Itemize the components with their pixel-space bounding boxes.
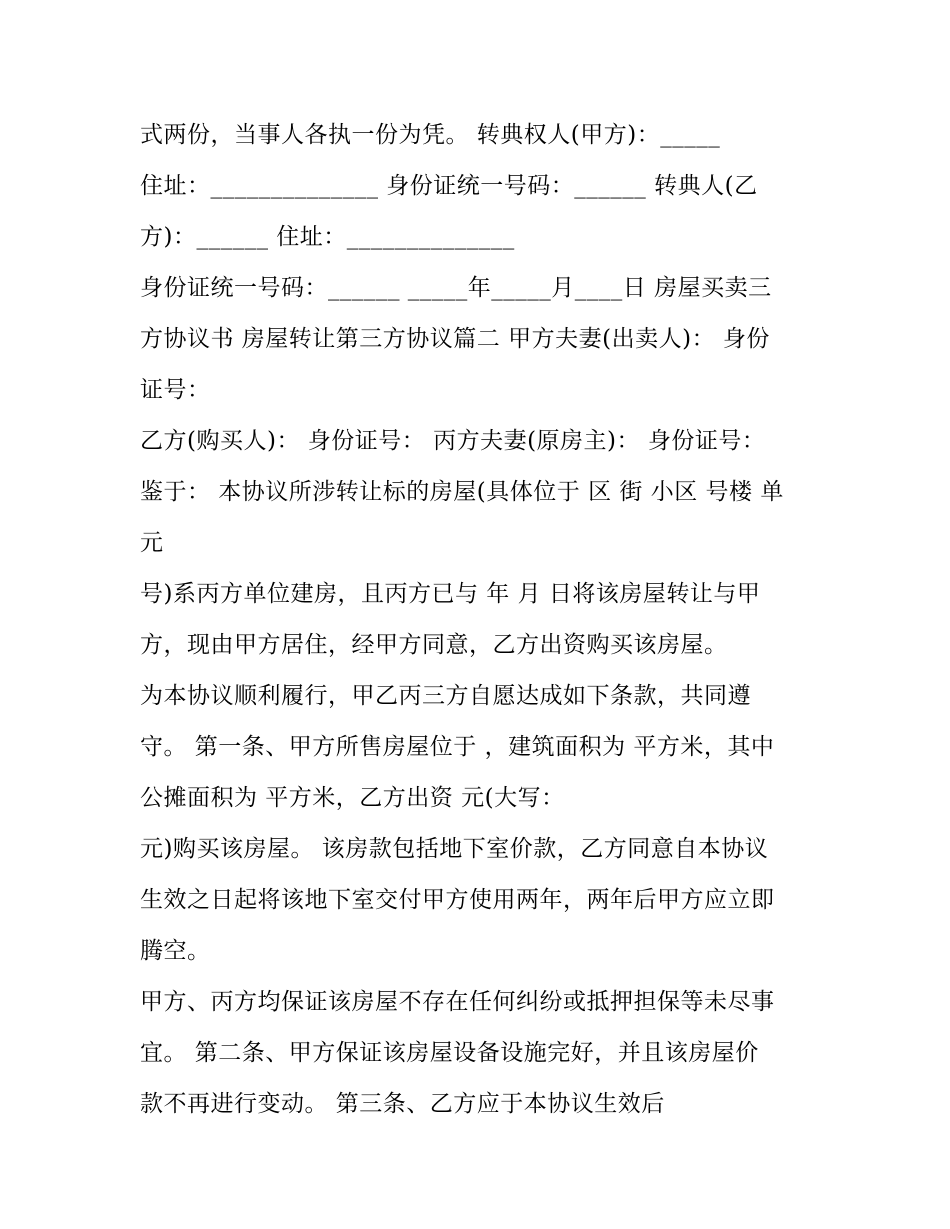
text-line: 方协议书 房屋转让第三方协议篇二 甲方夫妻(出卖人)： 身份 [140, 326, 770, 352]
text-line: 元)购买该房屋。 该房款包括地下室价款，乙方同意自本协议 [140, 836, 769, 862]
document-body [140, 110, 820, 1130]
text-line: 证号： [140, 377, 211, 403]
text-line: 宜。 第二条、甲方保证该房屋设备设施完好，并且该房屋价 [140, 1040, 759, 1066]
text-line: 身份证统一号码：______ _____年_____月____日 房屋买卖三 [140, 275, 772, 301]
text-line: 鉴于： 本协议所涉转让标的房屋(具体位于 区 街 小区 号楼 单 [140, 479, 784, 505]
text-line: 住址：______________ 身份证统一号码：______ 转典人(乙 [140, 173, 758, 199]
text-line: 款不再进行变动。 第三条、乙方应于本协议生效后 [140, 1091, 665, 1117]
text-line: 甲方、丙方均保证该房屋不存在任何纠纷或抵押担保等未尽事 [140, 989, 775, 1015]
text-line: 方，现由甲方居住，经甲方同意，乙方出资购买该房屋。 [140, 632, 728, 658]
text-line: 式两份，当事人各执一份为凭。 转典权人(甲方)：_____ [140, 122, 721, 148]
text-line: 为本协议顺利履行，甲乙丙三方自愿达成如下条款，共同遵 [140, 683, 751, 709]
text-line: 乙方(购买人)： 身份证号： 丙方夫妻(原房主)： 身份证号： [140, 428, 766, 454]
text-line: 公摊面积为 平方米，乙方出资 元(大写： [140, 785, 565, 811]
text-line: 生效之日起将该地下室交付甲方使用两年，两年后甲方应立即 [140, 887, 775, 913]
text-line: 方)：______ 住址：______________ [140, 224, 515, 250]
text-line: 腾空。 [140, 938, 211, 964]
text-line: 守。 第一条、甲方所售房屋位于 ，建筑面积为 平方米，其中 [140, 734, 775, 760]
text-line: 元 [140, 530, 164, 556]
text-line: 号)系丙方单位建房，且丙方已与 年 月 日将该房屋转让与甲 [140, 581, 761, 607]
